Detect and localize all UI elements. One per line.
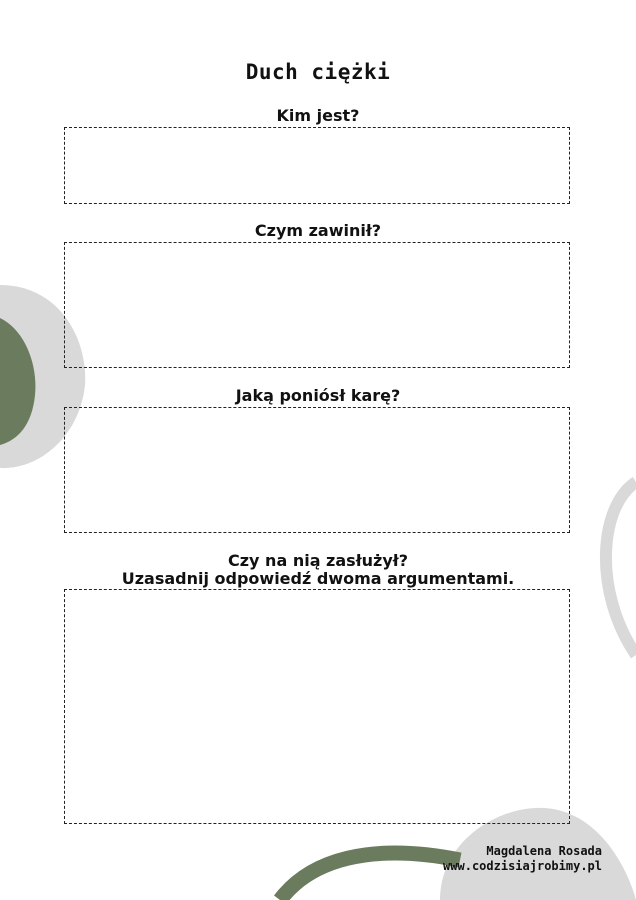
website-link[interactable]: www.codzisiajrobimy.pl: [443, 859, 602, 873]
bottom-green-stroke: [280, 853, 460, 900]
question-deserved: Czy na nią zasłużył?: [228, 551, 408, 570]
question-who: Kim jest?: [276, 106, 360, 125]
answer-box-deserved[interactable]: [64, 589, 570, 824]
question-punishment: Jaką poniósł karę?: [235, 386, 401, 405]
answer-box-who[interactable]: [64, 127, 570, 204]
author-name: Magdalena Rosada: [486, 844, 602, 858]
question-deserved-instruction: Uzasadnij odpowiedź dwoma argumentami.: [121, 569, 515, 588]
footer-credit: [443, 844, 602, 874]
answer-box-fault[interactable]: [64, 242, 570, 368]
page-title: Duch ciężki: [245, 60, 391, 84]
answer-box-punishment[interactable]: [64, 407, 570, 533]
question-fault: Czym zawinił?: [254, 221, 382, 240]
